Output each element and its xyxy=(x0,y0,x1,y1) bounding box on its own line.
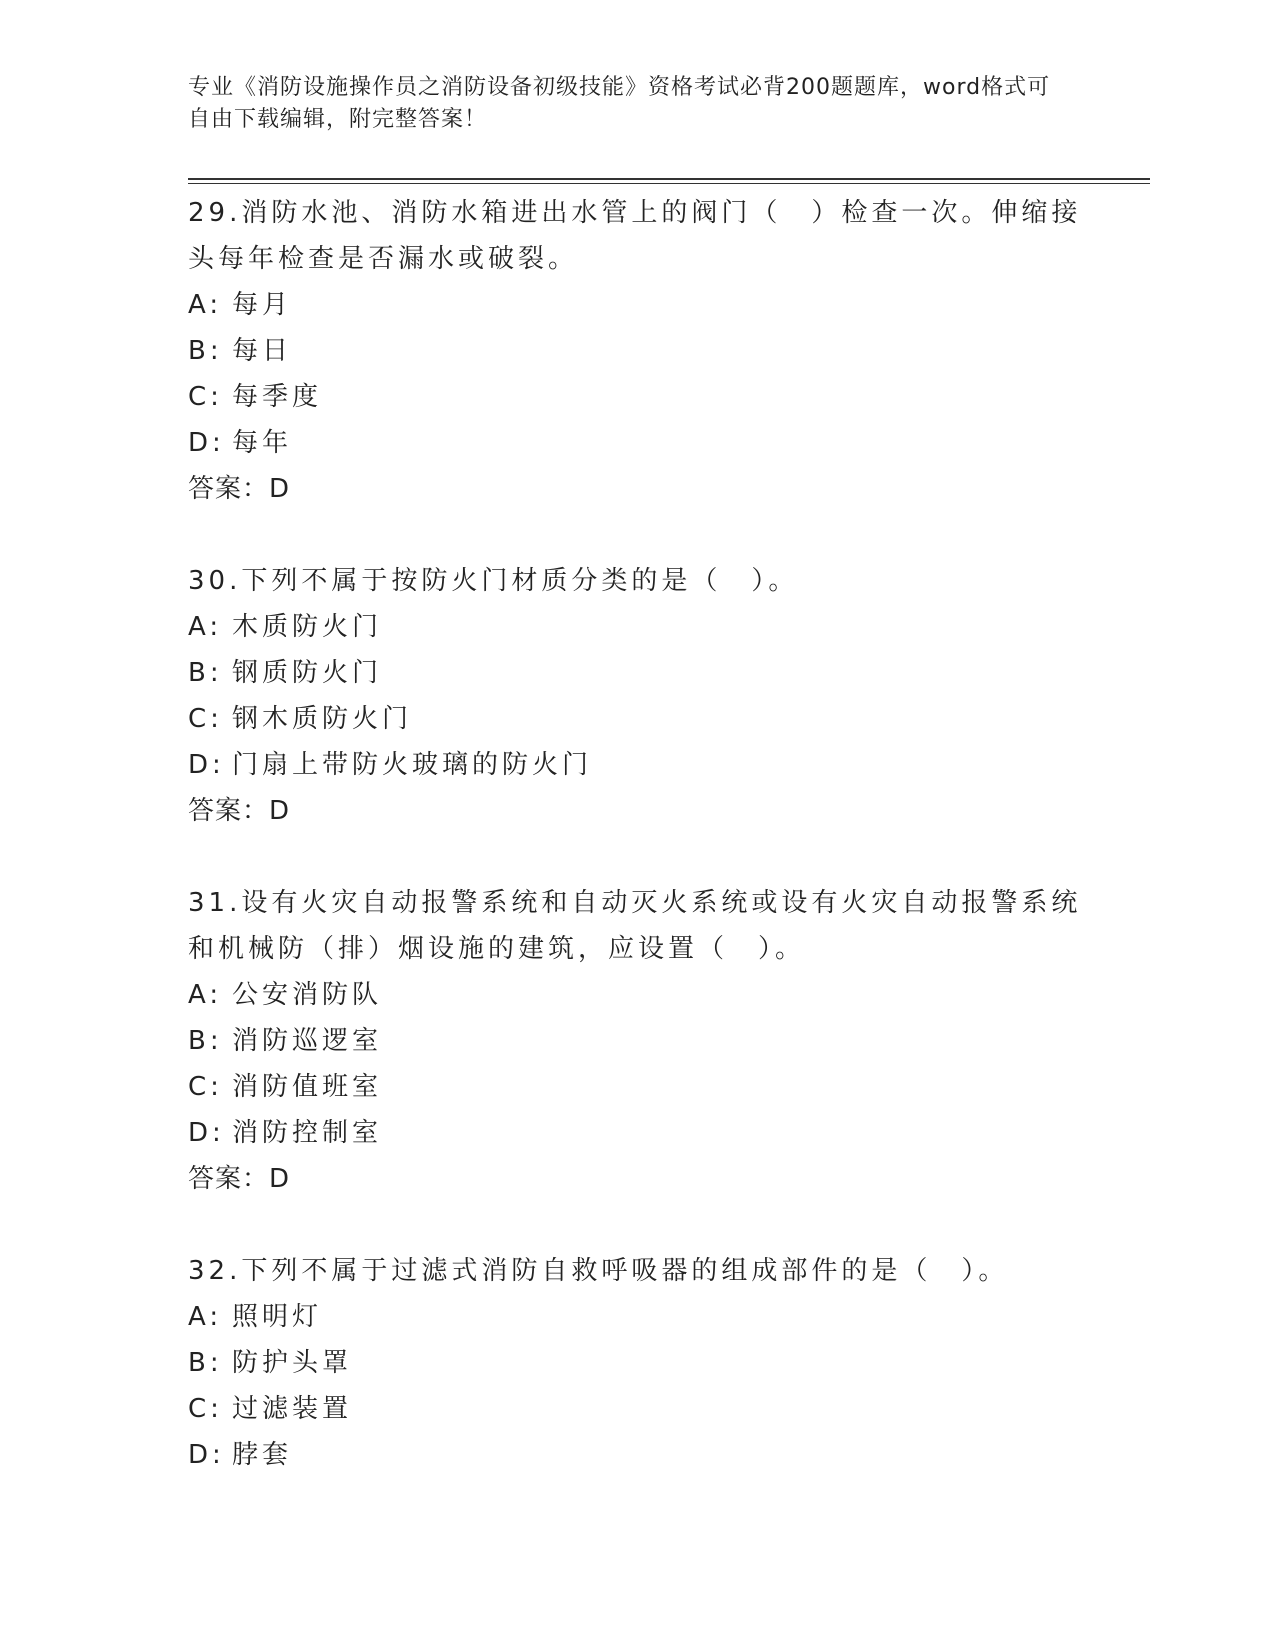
option-b xyxy=(188,328,1088,374)
header-divider-thick xyxy=(188,178,1150,180)
option-letter: B: xyxy=(188,336,223,366)
option-text: 防护头罩 xyxy=(232,1348,353,1378)
option-letter: D: xyxy=(188,1118,225,1148)
question-stem: 31.设有火灾自动报警系统和自动灭火系统或设有火灾自动报警系统和机械防（排）烟设施的建筑，应设置（ ）。 xyxy=(188,888,1082,964)
document-header: 专业《消防设施操作员之消防设备初级技能》资格考试必背200题题库，word格式可自由下载编辑，附完整答案！ xyxy=(188,75,1051,132)
question-32 xyxy=(188,1248,1088,1478)
option-b xyxy=(188,1018,1088,1064)
answer-line: 答案：D xyxy=(188,796,291,826)
option-a xyxy=(188,282,1088,328)
option-d xyxy=(188,742,1088,788)
option-b xyxy=(188,1340,1088,1386)
option-letter: A: xyxy=(188,980,223,1010)
option-letter: D: xyxy=(188,750,225,780)
option-text: 木质防火门 xyxy=(232,612,383,642)
option-letter: B: xyxy=(188,1026,223,1056)
option-letter: A: xyxy=(188,612,223,642)
option-letter: A: xyxy=(188,290,223,320)
question-stem: 30.下列不属于按防火门材质分类的是（ ）。 xyxy=(188,566,799,596)
option-b xyxy=(188,650,1088,696)
option-text: 脖套 xyxy=(232,1440,293,1470)
option-letter: D: xyxy=(188,1440,225,1470)
answer-line: 答案：D xyxy=(188,1164,291,1194)
option-letter: C: xyxy=(188,704,223,734)
question-stem: 32.下列不属于过滤式消防自救呼吸器的组成部件的是（ ）。 xyxy=(188,1256,1009,1286)
option-text: 消防值班室 xyxy=(232,1072,383,1102)
option-letter: C: xyxy=(188,382,223,412)
option-letter: B: xyxy=(188,1348,223,1378)
header-divider-thin xyxy=(188,183,1150,184)
option-c xyxy=(188,696,1088,742)
option-text: 过滤装置 xyxy=(232,1394,353,1424)
question-30 xyxy=(188,558,1088,834)
option-letter: B: xyxy=(188,658,223,688)
option-text: 钢木质防火门 xyxy=(232,704,413,734)
option-text: 门扇上带防火玻璃的防火门 xyxy=(232,750,593,780)
answer-line: 答案：D xyxy=(188,474,291,504)
question-stem: 29.消防水池、消防水箱进出水管上的阀门（ ）检查一次。伸缩接头每年检查是否漏水或破裂。 xyxy=(188,198,1082,274)
option-c xyxy=(188,1386,1088,1432)
option-a xyxy=(188,972,1088,1018)
option-letter: D: xyxy=(188,428,225,458)
option-text: 照明灯 xyxy=(232,1302,323,1332)
option-d xyxy=(188,1432,1088,1478)
option-letter: A: xyxy=(188,1302,223,1332)
option-c xyxy=(188,1064,1088,1110)
option-text: 钢质防火门 xyxy=(232,658,383,688)
option-d xyxy=(188,420,1088,466)
option-a xyxy=(188,1294,1088,1340)
option-c xyxy=(188,374,1088,420)
question-31 xyxy=(188,880,1088,1202)
question-29 xyxy=(188,190,1088,512)
option-text: 消防巡逻室 xyxy=(232,1026,383,1056)
option-text: 每日 xyxy=(232,336,293,366)
option-text: 每年 xyxy=(232,428,293,458)
option-letter: C: xyxy=(188,1072,223,1102)
option-text: 每季度 xyxy=(232,382,323,412)
option-letter: C: xyxy=(188,1394,223,1424)
option-text: 公安消防队 xyxy=(232,980,383,1010)
option-a xyxy=(188,604,1088,650)
question-list xyxy=(188,190,1088,1524)
option-text: 消防控制室 xyxy=(232,1118,383,1148)
option-text: 每月 xyxy=(232,290,293,320)
option-d xyxy=(188,1110,1088,1156)
